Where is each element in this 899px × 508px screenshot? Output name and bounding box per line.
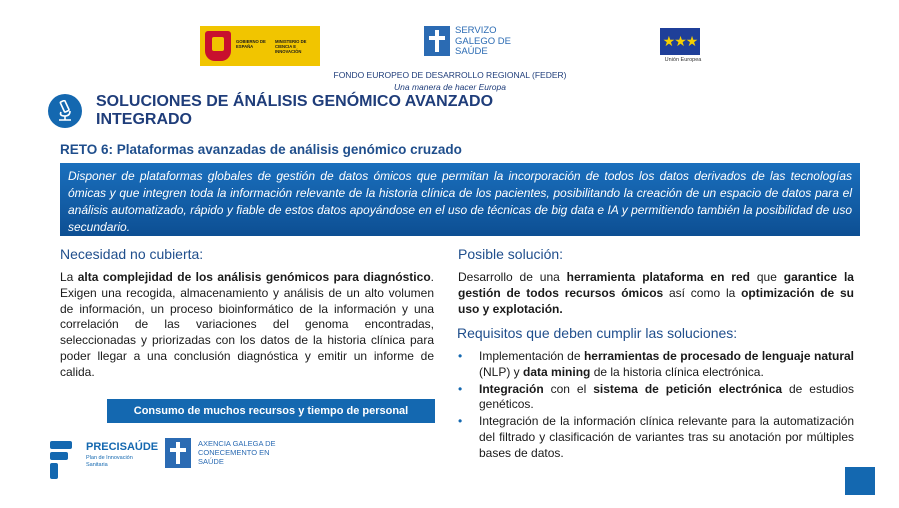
galicia-emblem-icon — [424, 26, 450, 56]
microscope-icon — [48, 94, 82, 128]
bullet-icon: • — [458, 414, 463, 429]
reto-heading: RETO 6: Plataformas avanzadas de análisis genómico cruzado — [60, 142, 462, 157]
gobierno-ministerio-logo — [200, 26, 320, 66]
feder-motto: Una manera de hacer Europa — [394, 82, 506, 92]
list-item: • Integración con el sistema de petición electrónica de estudios genéticos. — [458, 381, 854, 412]
precisaude-name: PRECISAÚDE — [86, 441, 159, 453]
list-item: • Implementación de herramientas de procesado de lenguaje natural (NLP) y data mining de la historia clínica electrónica. — [458, 349, 854, 379]
reto-description-box — [60, 163, 860, 236]
precisaude-subtitle: Plan de Innovación Sanitaria — [86, 455, 133, 468]
need-tag: Consumo de muchos recursos y tiempo de personal — [107, 399, 435, 423]
need-text: La alta complejidad de los análisis genómicos para diagnóstico. Exigen una recogida, almacenamiento y análisis de un alto volumen de información, un proceso bioinformático de la información y una correlación de las variaciones del genoma encontradas, seleccionadas y priorizadas con los datos de la historia clínica para poder llegar a una conclusión diagnóstica y emitir un informe de calida. — [60, 270, 434, 379]
solution-heading: Posible solución: — [458, 246, 564, 262]
eu-logo-label: Unión Europea — [664, 57, 702, 63]
solution-text: Desarrollo de una herramienta plataforma en red que garantice la gestión de todos recursos ómicos así como la optimización de su uso y explotación. — [458, 270, 855, 316]
feder-text: FONDO EUROPEO DE DESARROLLO REGIONAL (FEDER) — [333, 70, 567, 80]
eu-flag-icon: ★★★ — [660, 28, 700, 55]
bullet-icon: • — [458, 381, 463, 396]
corner-decoration — [845, 467, 875, 495]
requirements-list — [458, 349, 854, 463]
galicia-emblem-icon — [165, 438, 191, 468]
bullet-icon: • — [458, 349, 463, 363]
page-title: SOLUCIONES DE ÁNÁLISIS GENÓMICO AVANZADO INTEGRADO — [96, 93, 494, 128]
reto-description: Disponer de plataformas globales de gestión de datos ómicos que permitan la incorporación de todos los datos derivados de las tecnologías ómicas y que integren toda la información relevante de la historia clínica de los pacientes, posibilitando la creación de un espacio de datos para el análisis automatizado, rápido y fiable de estos datos apoyándose en el uso de técnicas de big data e IA y permitiendo también la posibilidad de uso secundario. — [68, 169, 852, 234]
gov-logo-left-text: GOBIERNO DE ESPAÑA — [236, 39, 266, 49]
coat-of-arms-icon — [205, 31, 231, 61]
sgs-logo-text: SERVIZO GALEGO DE SAÚDE — [455, 25, 511, 57]
requirements-heading: Requisitos que deben cumplir las soluciones: — [457, 325, 738, 341]
precisaude-logo-icon — [50, 441, 72, 479]
list-item: • Integración de la información clínica relevante para la automatización del filtrado y clasificación de variantes tras su anotación por múltiples bases de datos. — [458, 414, 854, 460]
need-heading: Necesidad no cubierta: — [60, 246, 204, 262]
gov-logo-right-text: MINISTERIO DE CIENCIA E INNOVACIÓN — [275, 39, 307, 54]
gain-logo-text: AXENCIA GALEGA DE CONECEMENTO EN SAÚDE — [198, 439, 276, 466]
